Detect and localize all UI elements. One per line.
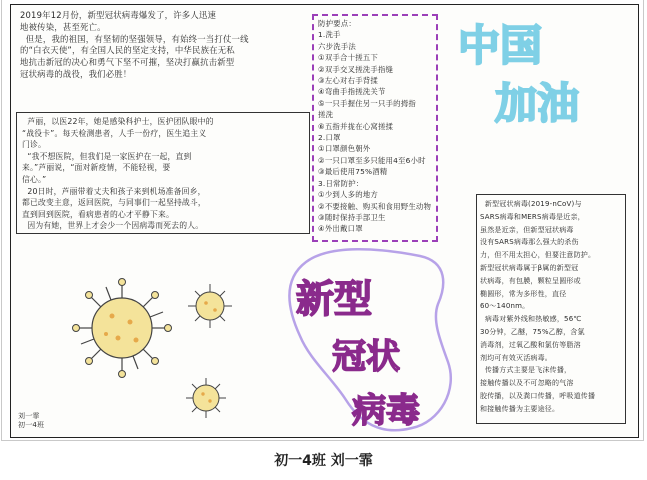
info-line: 30分钟，乙醚，75%乙醇，含氯	[480, 327, 585, 336]
protection-line: ①少到人多的地方	[318, 190, 378, 200]
info-line: 胶传播，以及粪口传播，呼吸道传播	[480, 391, 596, 400]
intro-line-5: 地抗击新冠的决心和勇气下坚不可摧，坚决打赢抗击新型	[20, 57, 235, 68]
title-jiayou: 加油	[495, 79, 580, 128]
story-line: 都已改变主意，返回医院，与同事们一起坚持战斗，	[22, 198, 206, 208]
virus-illustration	[60, 270, 260, 430]
virus-icon	[186, 378, 226, 418]
virus-icon	[73, 279, 172, 378]
signature-name: 刘一霏	[18, 412, 40, 420]
protection-line: ①双手合十搓五下	[318, 53, 378, 63]
center-title-line2: 冠状	[332, 337, 400, 377]
info-line: 60～140nm。	[480, 302, 530, 311]
protection-line: 搓洗	[318, 110, 334, 120]
signature	[18, 412, 44, 430]
story-line: 芦丽，以医22年，她是感染科护士，医护团队眼中的	[22, 117, 214, 126]
protection-line: ②双手交叉搓洗手指缝	[318, 64, 394, 74]
protection-points	[318, 18, 434, 235]
protection-line: ⑥五指并拢在心窝搓揉	[318, 121, 394, 131]
protection-title: 防护要点：	[318, 19, 356, 28]
story-line: 直到回到医院，看病患者的心才平静下来。	[22, 209, 174, 219]
signature-class: 初一4班	[18, 421, 45, 429]
info-line: 新型冠状病毒(2019-nCoV)与	[480, 200, 582, 208]
info-line: 虽然是近亲，但新型冠状病毒	[480, 225, 574, 234]
story-line: 因为有她，世界上才会少一个因病毒而死去的人。	[22, 221, 204, 231]
intro-paragraph	[20, 10, 310, 81]
virus-icon	[188, 284, 232, 328]
info-line: 传播方式主要是飞沫传播，	[480, 366, 572, 375]
protection-line: ②一只口罩至多只能用4至6小时	[318, 155, 426, 165]
info-line: 新型冠状病毒属于β属的新型冠	[480, 263, 579, 272]
story-line: “战役卡”。每天检测患者，人手一份疗，医生追主义	[22, 128, 207, 138]
protection-line: 1.洗手	[318, 30, 341, 40]
info-line: 消毒剂，过氧乙酸和氯仿等脂溶	[480, 340, 581, 349]
center-title-graphic	[270, 240, 470, 440]
protection-line: ⑤一只手握住另一只手的拇指	[318, 98, 416, 108]
intro-line-6: 冠状病毒的战役，我们必胜！	[20, 68, 132, 79]
protection-line: ③最后使用75%酒精	[318, 167, 388, 177]
protection-line: ④外出戴口罩	[318, 224, 363, 234]
protection-line: 六步洗手法	[318, 41, 356, 51]
info-line: 和接触传播为主要途径。	[480, 404, 560, 413]
title-china-jiayou	[440, 10, 640, 130]
story-line: 来。”芦丽说，“面对新疫情，不能轻视，要	[22, 163, 171, 173]
center-title-line3: 病毒	[352, 391, 420, 431]
intro-line-2: 地被传染，甚至死亡。	[20, 21, 106, 32]
info-line: 力，但不用太担心，但要注意防护。	[480, 251, 596, 260]
poster-caption: 初一4班 刘一霏	[274, 453, 373, 469]
intro-line-1: 2019年12月份，新型冠状病毒爆发了，许多人迅速	[20, 10, 217, 20]
story-paragraph	[22, 116, 306, 232]
story-line: 门诊。	[22, 140, 46, 150]
protection-line: ④弯曲手指搓洗关节	[318, 87, 386, 97]
intro-line-4: 的“白衣天使”，有全国人民的坚定支持，中华民族在无私	[20, 45, 235, 56]
info-line: SARS病毒和MERS病毒是近亲，	[480, 212, 585, 221]
story-line: “我不想医院，但我们是一家医护在一起，直到	[22, 151, 192, 161]
protection-line: 2.口罩	[318, 133, 341, 143]
protection-line: 3.日常防护：	[318, 178, 364, 188]
protection-line: ③左心对右手背揉	[318, 76, 378, 86]
protection-line: ①口罩颜色朝外	[318, 144, 371, 154]
virus-info	[480, 198, 622, 416]
info-line: 没有SARS病毒那么强大的杀伤	[480, 238, 579, 247]
story-line: 信心。”	[22, 174, 47, 184]
title-china: 中国	[458, 21, 543, 70]
info-line: 剂均可有效灭活病毒。	[480, 353, 552, 362]
info-line: 椭圆形，常为多形性，直径	[480, 289, 567, 298]
info-line: 病毒对紫外线和热敏感，56℃	[480, 315, 582, 324]
info-line: 接触传播以及不可忽略的气溶	[480, 379, 574, 388]
protection-line: ②不要接触、购买和食用野生动物	[318, 201, 432, 211]
protection-line: ③随时保持手部卫生	[318, 212, 386, 222]
intro-line-3: 但是，我的祖国，有坚韧的坚强领导，有始终一当打仗一线	[20, 33, 249, 44]
story-line: 20日时，芦丽带着丈夫和孩子来到机场准备回乡，	[22, 186, 206, 196]
info-line: 状病毒，有包膜，颗粒呈圆形或	[480, 276, 581, 285]
center-title-line1: 新型	[296, 277, 373, 321]
